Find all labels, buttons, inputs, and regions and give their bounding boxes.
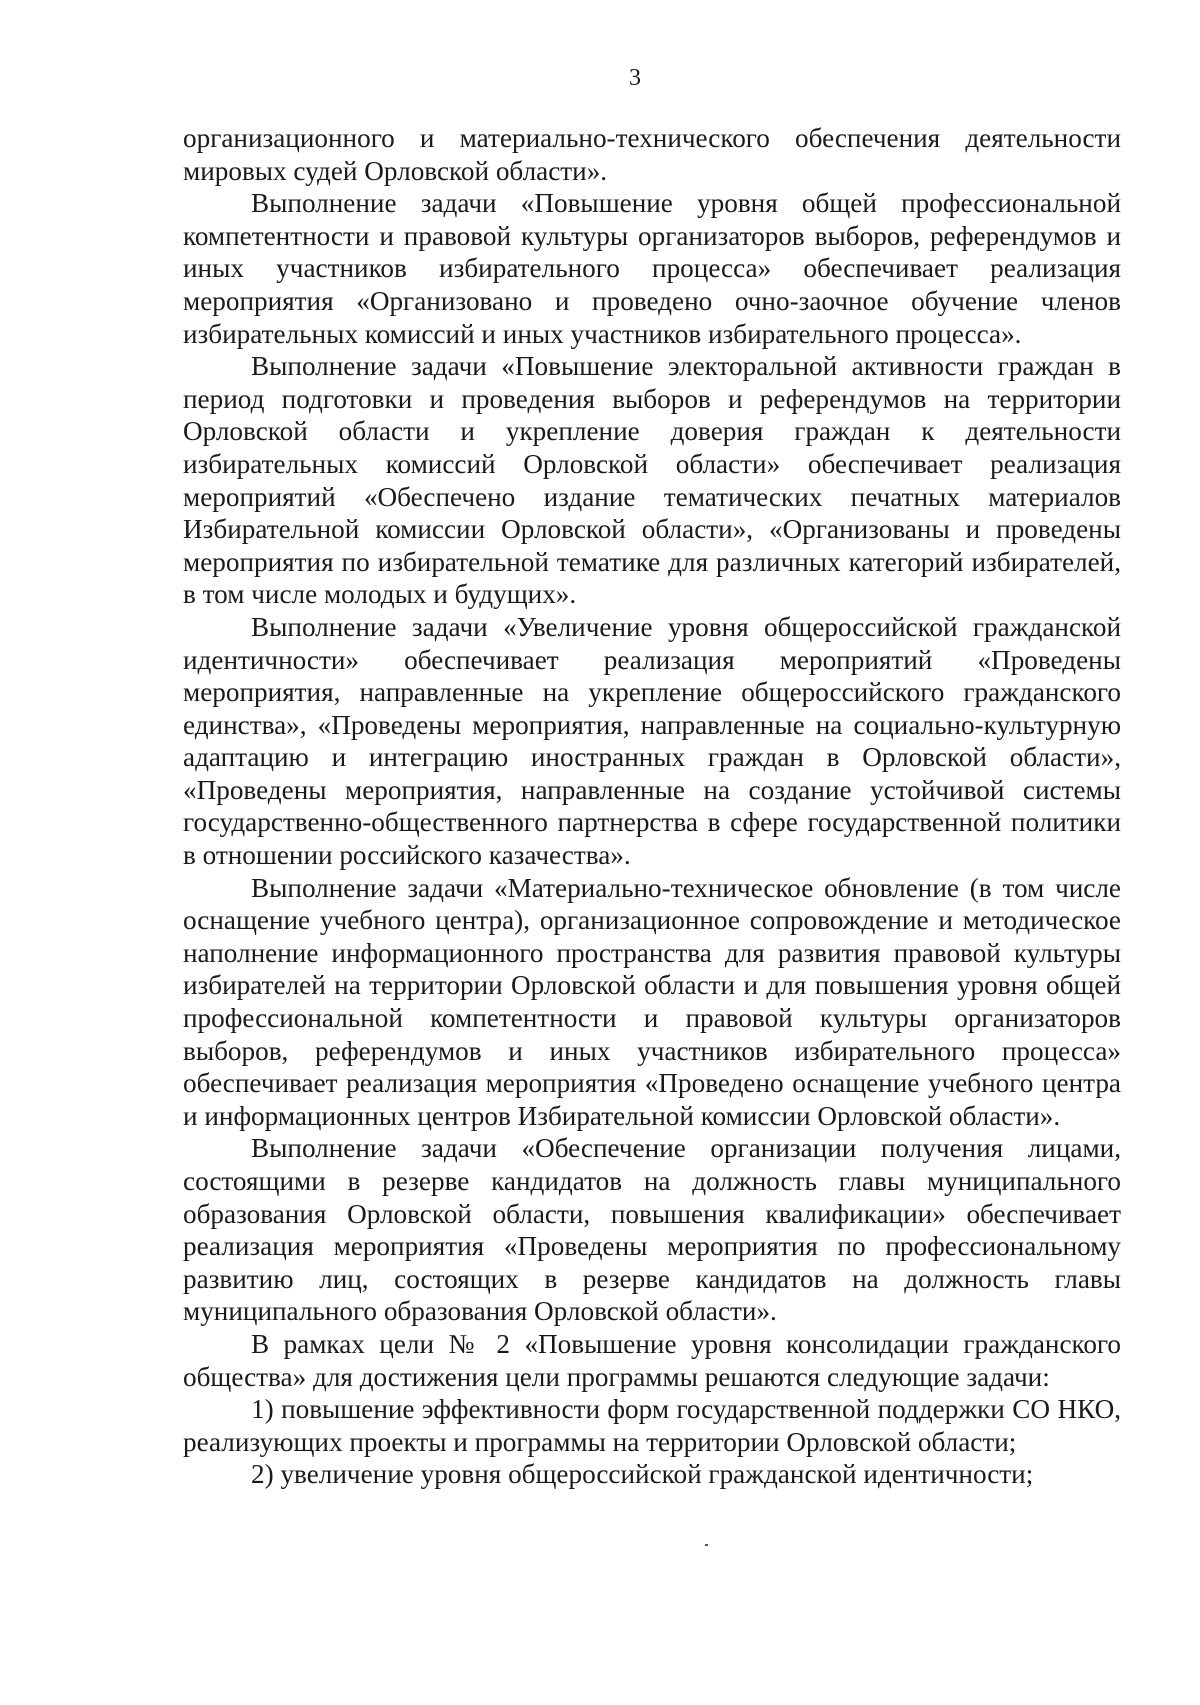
paragraph-civic-identity-task: Выполнение задачи «Увеличение уровня общероссийской гражданской идентичности» обеспечивает реализация мероприятий «Проведены мероприятия, направленные на укрепление общероссийского гражданского единства», «Проведены мероприятия, направленные на социально-культурную адаптацию и интеграцию иностранных граждан в Орловской области», «Проведены мероприятия, направленные на создание устойчивой системы государственно-общественного партнерства в сфере государственной политики в отношении российского казачества».: [183, 611, 1121, 871]
paragraph-reserve-training-task: Выполнение задачи «Обеспечение организации получения лицами, состоящими в резерве кандидатов на должность главы муниципального образования Орловской области, повышения квалификации» обеспечивает реализация мероприятия «Проведены мероприятия по профессиональному развитию лиц, состоящих в резерве кандидатов на должность главы муниципального образования Орловской области».: [183, 1133, 1121, 1327]
list-item-task-2: 2) увеличение уровня общероссийской гражданской идентичности;: [251, 1459, 1034, 1490]
paragraph-competence-task: Выполнение задачи «Повышение уровня общей профессиональной компетентности и правовой культуры организаторов выборов, референдумов и иных участников избирательного процесса» обеспечивает реализация мероприятия «Организовано и проведено очно-заочное обучение членов избирательных комиссий и иных участников избирательного процесса».: [183, 188, 1121, 349]
paragraph-technical-update-task: Выполнение задачи «Материально-техническое обновление (в том числе оснащение учебного центра), организационное сопровождение и методическое наполнение информационного пространства для развития правовой культуры избирателей на территории Орловской области и для повышения уровня общей профессиональной компетентности и правовой культуры организаторов выборов, референдумов и иных участников избирательного процесса» обеспечивает реализация мероприятия «Проведено оснащение учебного центра и информационных центров Избирательной комиссии Орловской области».: [183, 872, 1121, 1131]
document-body: [183, 122, 1121, 1491]
page-number: 3: [629, 65, 641, 91]
scan-speck: [705, 1544, 708, 1546]
list-item-task-1: 1) повышение эффективности форм государственной поддержки СО НКО, реализующих проекты и программы на территории Орловской области;: [183, 1394, 1121, 1457]
paragraph-goal-2-intro: В рамках цели № 2 «Повышение уровня консолидации гражданского общества» для достижения цели программы решаются следующие задачи:: [183, 1328, 1121, 1392]
paragraph-continuation: организационного и материально-технического обеспечения деятельности мировых судей Орловской области».: [183, 123, 1121, 186]
paragraph-electoral-activity-task: Выполнение задачи «Повышение электоральной активности граждан в период подготовки и проведения выборов и референдумов на территории Орловской области и укрепление доверия граждан к деятельности избирательных комиссий Орловской области» обеспечивает реализация мероприятий «Обеспечено издание тематических печатных материалов Избирательной комиссии Орловской области», «Организованы и проведены мероприятия по избирательной тематике для различных категорий избирателей, в том числе молодых и будущих».: [183, 351, 1121, 610]
